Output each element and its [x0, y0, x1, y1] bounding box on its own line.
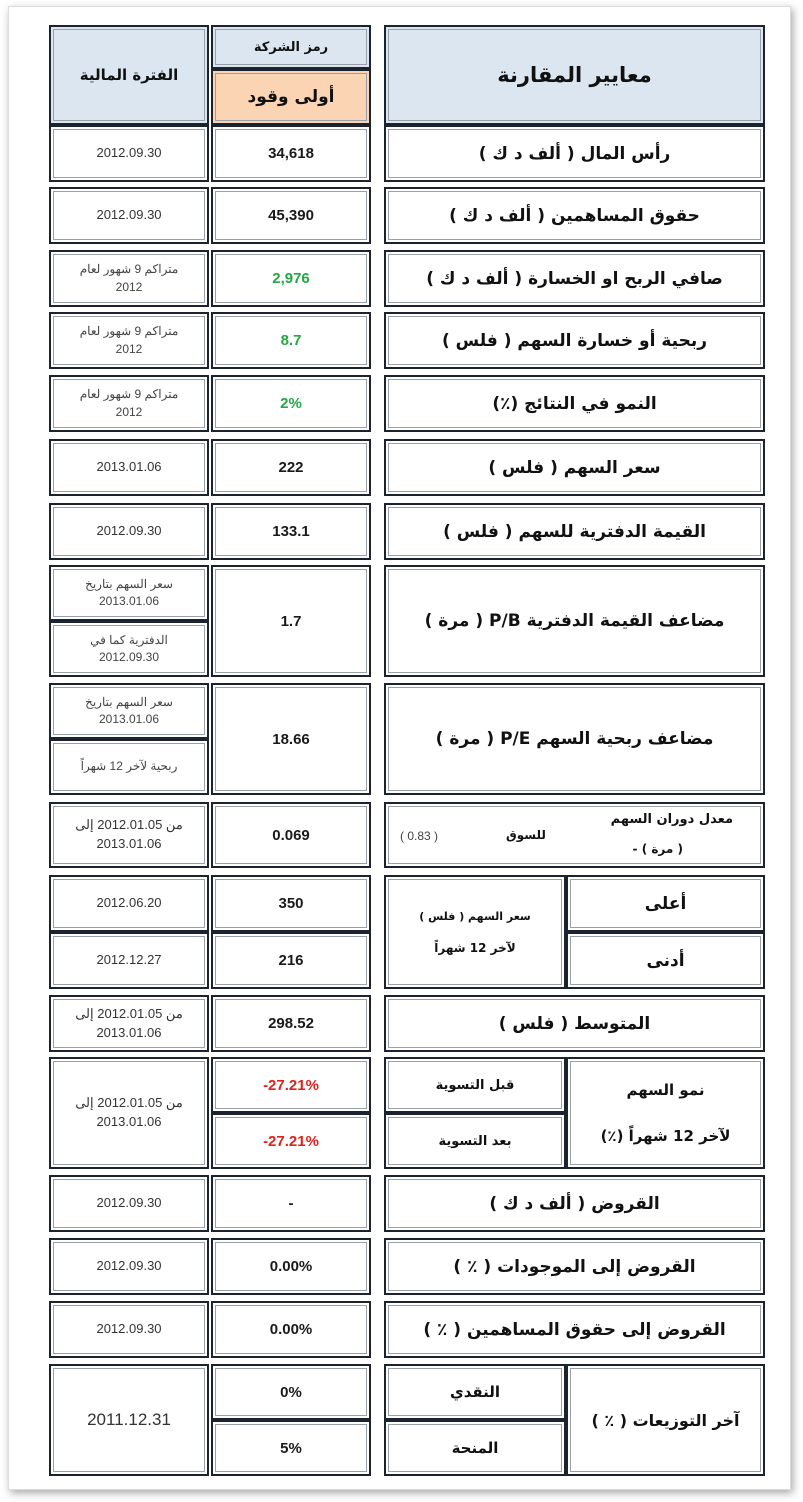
value-text: -27.21%: [263, 1132, 319, 1150]
criterion-label: القروض ( ألف د ك ): [489, 1193, 660, 1214]
after-adjustment-cell: [384, 1113, 566, 1169]
period-text: متراكم 9 شهور لعام 2012: [79, 324, 179, 356]
criterion-label: النمو في النتائج (٪): [492, 393, 657, 414]
period-text: سعر السهم بتاريخ 2013.01.06: [85, 694, 173, 726]
period-cell: [49, 1057, 209, 1169]
criterion-label: القروض إلى حقوق المساهمين ( ٪ ): [423, 1319, 726, 1340]
period-header-label: الفترة المالية: [79, 66, 179, 84]
criterion-cell: [384, 1175, 765, 1232]
high-label: أعلى: [644, 893, 687, 914]
criterion-cell: [384, 125, 765, 182]
value-text: 216: [278, 952, 304, 969]
after-adjustment-label: بعد التسوية: [438, 1133, 512, 1149]
value-text: 2,976: [272, 270, 310, 287]
company-code-header: [211, 25, 371, 69]
period-text: متراكم 9 شهور لعام 2012: [79, 387, 179, 419]
period-text: 2012.09.30: [96, 207, 162, 223]
criterion-label: مضاعف ربحية السهم P/E ( مرة ): [435, 729, 714, 749]
value-text: 0.00%: [269, 1258, 313, 1275]
period-cell: [49, 439, 209, 496]
criterion-cell: [384, 995, 765, 1052]
period-cell: [49, 1301, 209, 1358]
value-cell: [211, 1175, 371, 1232]
criterion-cell-turnover: [384, 802, 765, 868]
high-label-cell: [566, 875, 765, 932]
criterion-cell: [384, 250, 765, 307]
period-cell: [49, 1364, 209, 1476]
value-cell: [211, 802, 371, 868]
market-label: للسوق: [506, 828, 546, 842]
criterion-cell: [384, 312, 765, 369]
value-text: 350: [278, 895, 304, 912]
period-cell-price-date: [49, 565, 209, 621]
value-cell: [211, 187, 371, 244]
period-cell: [49, 503, 209, 560]
turnover-unit: ( مرة ) -: [632, 842, 683, 856]
period-text: 2012.12.27: [96, 952, 162, 968]
period-cell-low: [49, 932, 209, 989]
value-cell: [211, 995, 371, 1052]
period-text: سعر السهم بتاريخ 2013.01.06: [85, 576, 173, 608]
value-cell-low: [211, 932, 371, 989]
period-text: من 2012.01.05 إلى 2013.01.06: [75, 1005, 183, 1040]
period-text: 2012.09.30: [96, 1258, 162, 1274]
criterion-cell: [384, 1301, 765, 1358]
value-cell-before: [211, 1057, 371, 1113]
low-label-cell: [566, 932, 765, 989]
bonus-subcell: [384, 1420, 566, 1476]
low-label: أدنى: [646, 950, 685, 971]
value-cell: [211, 312, 371, 369]
criteria-header: [384, 25, 765, 125]
criterion-label: صافي الربح او الخسارة ( ألف د ك ): [426, 268, 723, 289]
price-range-subcell: [384, 875, 566, 989]
period-text: 2012.06.20: [96, 895, 162, 911]
period-cell-high: [49, 875, 209, 932]
value-cell: [211, 125, 371, 182]
value-cell: [211, 1301, 371, 1358]
distributions-label: آخر التوزيعات ( ٪ ): [591, 1410, 740, 1430]
period-text: 2012.09.30: [96, 1195, 162, 1211]
value-cell: [211, 439, 371, 496]
value-cell: [211, 250, 371, 307]
period-cell: [49, 1175, 209, 1232]
value-cell: [211, 565, 371, 677]
cash-subcell: [384, 1364, 566, 1420]
value-text: 18.66: [272, 730, 310, 748]
criterion-label: المتوسط ( فلس ): [498, 1013, 651, 1034]
value-text: 0%: [280, 1383, 302, 1401]
value-cell: [211, 1238, 371, 1295]
period-header: [49, 25, 209, 125]
value-text: 0.00%: [269, 1321, 313, 1338]
period-cell: [49, 187, 209, 244]
period-text: الدفترية كما في 2012.09.30: [90, 632, 168, 664]
share-growth-label-cell: [566, 1057, 765, 1169]
criterion-cell: [384, 187, 765, 244]
period-text: 2011.12.31: [87, 1409, 171, 1429]
turnover-label: معدل دوران السهم: [610, 812, 733, 827]
value-text: 133.1: [272, 523, 310, 540]
criterion-label: القيمة الدفترية للسهم ( فلس ): [443, 521, 706, 542]
value-text: 0.069: [272, 826, 310, 844]
value-cell-cash: [211, 1364, 371, 1420]
distributions-label-cell: [566, 1364, 765, 1476]
value-text: -: [288, 1195, 294, 1212]
period-cell: [49, 312, 209, 369]
criterion-label: سعر السهم ( فلس ): [488, 457, 661, 478]
share-growth-period: لآخر 12 شهراً (٪): [600, 1127, 731, 1145]
value-cell: [211, 683, 371, 795]
criterion-cell: [384, 683, 765, 795]
period-text: من 2012.01.05 إلى 2013.01.06: [75, 1095, 183, 1129]
value-text: 1.7: [280, 612, 302, 630]
period-cell: [49, 995, 209, 1052]
company-name-label: أولى وقود: [247, 87, 335, 107]
criterion-cell: [384, 503, 765, 560]
period-cell: [49, 250, 209, 307]
value-text: 45,390: [268, 207, 314, 224]
criterion-label: القروض إلى الموجودات ( ٪ ): [453, 1256, 696, 1277]
value-cell-bonus: [211, 1420, 371, 1476]
period-text: من 2012.01.05 إلى 2013.01.06: [75, 817, 183, 851]
value-cell: [211, 503, 371, 560]
value-cell: [211, 375, 371, 432]
period-text: 2012.09.30: [96, 523, 162, 539]
period-cell-book-date: [49, 621, 209, 677]
criterion-cell: [384, 375, 765, 432]
period-cell: [49, 375, 209, 432]
criterion-cell: [384, 1238, 765, 1295]
criterion-cell: [384, 565, 765, 677]
criterion-label: حقوق المساهمين ( ألف د ك ): [449, 205, 700, 226]
period-text: 2012.09.30: [96, 145, 162, 161]
comparison-sheet: [8, 6, 791, 1490]
value-text: 8.7: [280, 332, 302, 349]
share-growth-label: نمو السهم: [626, 1081, 705, 1099]
period-cell-earnings: [49, 739, 209, 795]
period-cell: [49, 125, 209, 182]
period-text: متراكم 9 شهور لعام 2012: [79, 262, 179, 294]
criterion-label: مضاعف القيمة الدفترية P/B ( مرة ): [424, 611, 725, 631]
price-range-label: سعر السهم ( فلس ): [419, 909, 531, 923]
period-text: 2012.09.30: [96, 1321, 162, 1337]
criterion-label: ربحية أو خسارة السهم ( فلس ): [441, 330, 708, 351]
period-text: 2013.01.06: [96, 459, 162, 475]
company-code-label: رمز الشركة: [253, 39, 329, 55]
value-text: 5%: [280, 1439, 302, 1457]
market-turnover: ( 0.83 ): [400, 829, 439, 843]
value-text: 2%: [280, 395, 302, 412]
value-text: 298.52: [268, 1015, 314, 1032]
criterion-cell: [384, 439, 765, 496]
period-cell: [49, 802, 209, 868]
criterion-label: رأس المال ( ألف د ك ): [478, 143, 671, 164]
before-adjustment-label: قبل التسوية: [435, 1077, 515, 1093]
value-cell-high: [211, 875, 371, 932]
cash-label: النقدي: [449, 1383, 501, 1401]
value-cell-after: [211, 1113, 371, 1169]
value-text: -27.21%: [263, 1076, 319, 1094]
before-adjustment-cell: [384, 1057, 566, 1113]
price-range-period: لآخر 12 شهراً: [434, 940, 516, 955]
period-text: ربحية لآخر 12 شهراً: [80, 759, 178, 774]
value-text: 222: [278, 459, 304, 476]
value-text: 34,618: [268, 145, 314, 162]
period-cell: [49, 1238, 209, 1295]
criteria-header-label: معايير المقارنة: [497, 63, 652, 87]
bonus-label: المنحة: [451, 1439, 499, 1457]
company-name-header: [211, 69, 371, 125]
period-cell-price-date: [49, 683, 209, 739]
